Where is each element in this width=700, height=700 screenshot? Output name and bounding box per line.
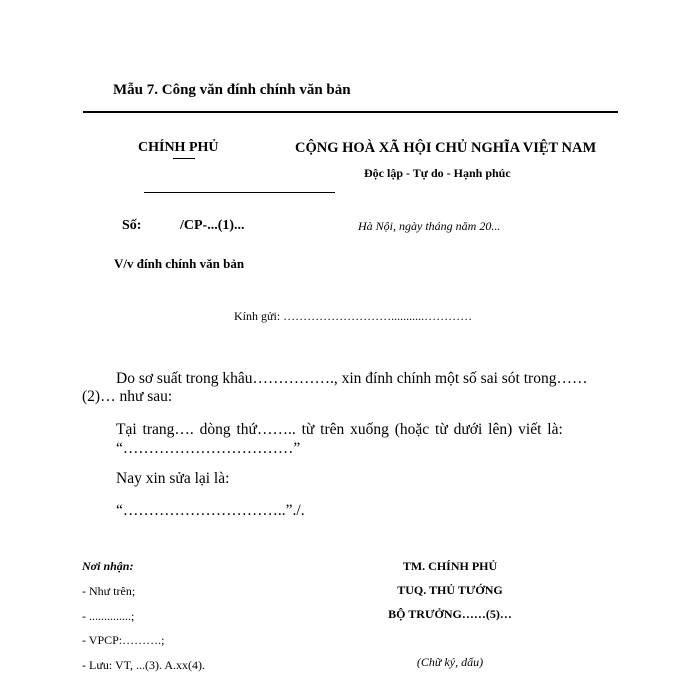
recipient-item: - ..............; — [82, 609, 135, 623]
recipient-item: - Như trên; — [82, 584, 136, 598]
recipients-label: Nơi nhận: — [82, 559, 134, 573]
recipient-item: - Lưu: VT, ...(3). A.xx(4). — [82, 658, 206, 672]
subject-line: V/v đính chính văn bản — [114, 256, 245, 271]
doc-number-value: /CP-...(1)... — [180, 218, 245, 233]
recipient-item: - VPCP:……….; — [82, 633, 165, 647]
body-paragraph-1-line-2: (2)… như sau: — [82, 388, 173, 405]
issuer-divider — [144, 192, 335, 193]
body-paragraph-2-line-1: Tại trang…. dòng thứ…….. từ trên xuống (hoặc từ dưới lên) viết là: — [116, 421, 563, 438]
body-paragraph-2-line-2: “……………………………” — [116, 440, 301, 457]
recipient-line: Kính gửi: ………………………...........………… — [234, 309, 473, 323]
signature-line: BỘ TRƯỞNG……(5)… — [388, 607, 512, 621]
body-paragraph-4: “…………………………..”./. — [116, 502, 305, 519]
national-motto: Độc lập - Tự do - Hạnh phúc — [364, 166, 511, 180]
doc-number-label: Số: — [122, 218, 142, 233]
body-paragraph-3: Nay xin sửa lại là: — [116, 470, 230, 487]
document-title: Mẫu 7. Công văn đính chính văn bản — [113, 82, 351, 98]
issuer-underline — [173, 158, 195, 159]
signature-line: TM. CHÍNH PHỦ — [402, 559, 498, 573]
signature-note: (Chữ ký, dấu) — [416, 655, 484, 669]
signature-line: TUQ. THỦ TƯỚNG — [397, 583, 503, 597]
issuer-name: CHÍNH PHỦ — [138, 140, 219, 155]
body-paragraph-1-line-1: Do sơ suất trong khâu……………., xin đính chính một số sai sót trong…… — [116, 370, 588, 387]
national-title: CỘNG HOÀ XÃ HỘI CHỦ NGHĨA VIỆT NAM — [295, 140, 597, 156]
place-date: Hà Nội, ngày tháng năm 20... — [358, 219, 501, 233]
title-divider — [83, 111, 618, 113]
